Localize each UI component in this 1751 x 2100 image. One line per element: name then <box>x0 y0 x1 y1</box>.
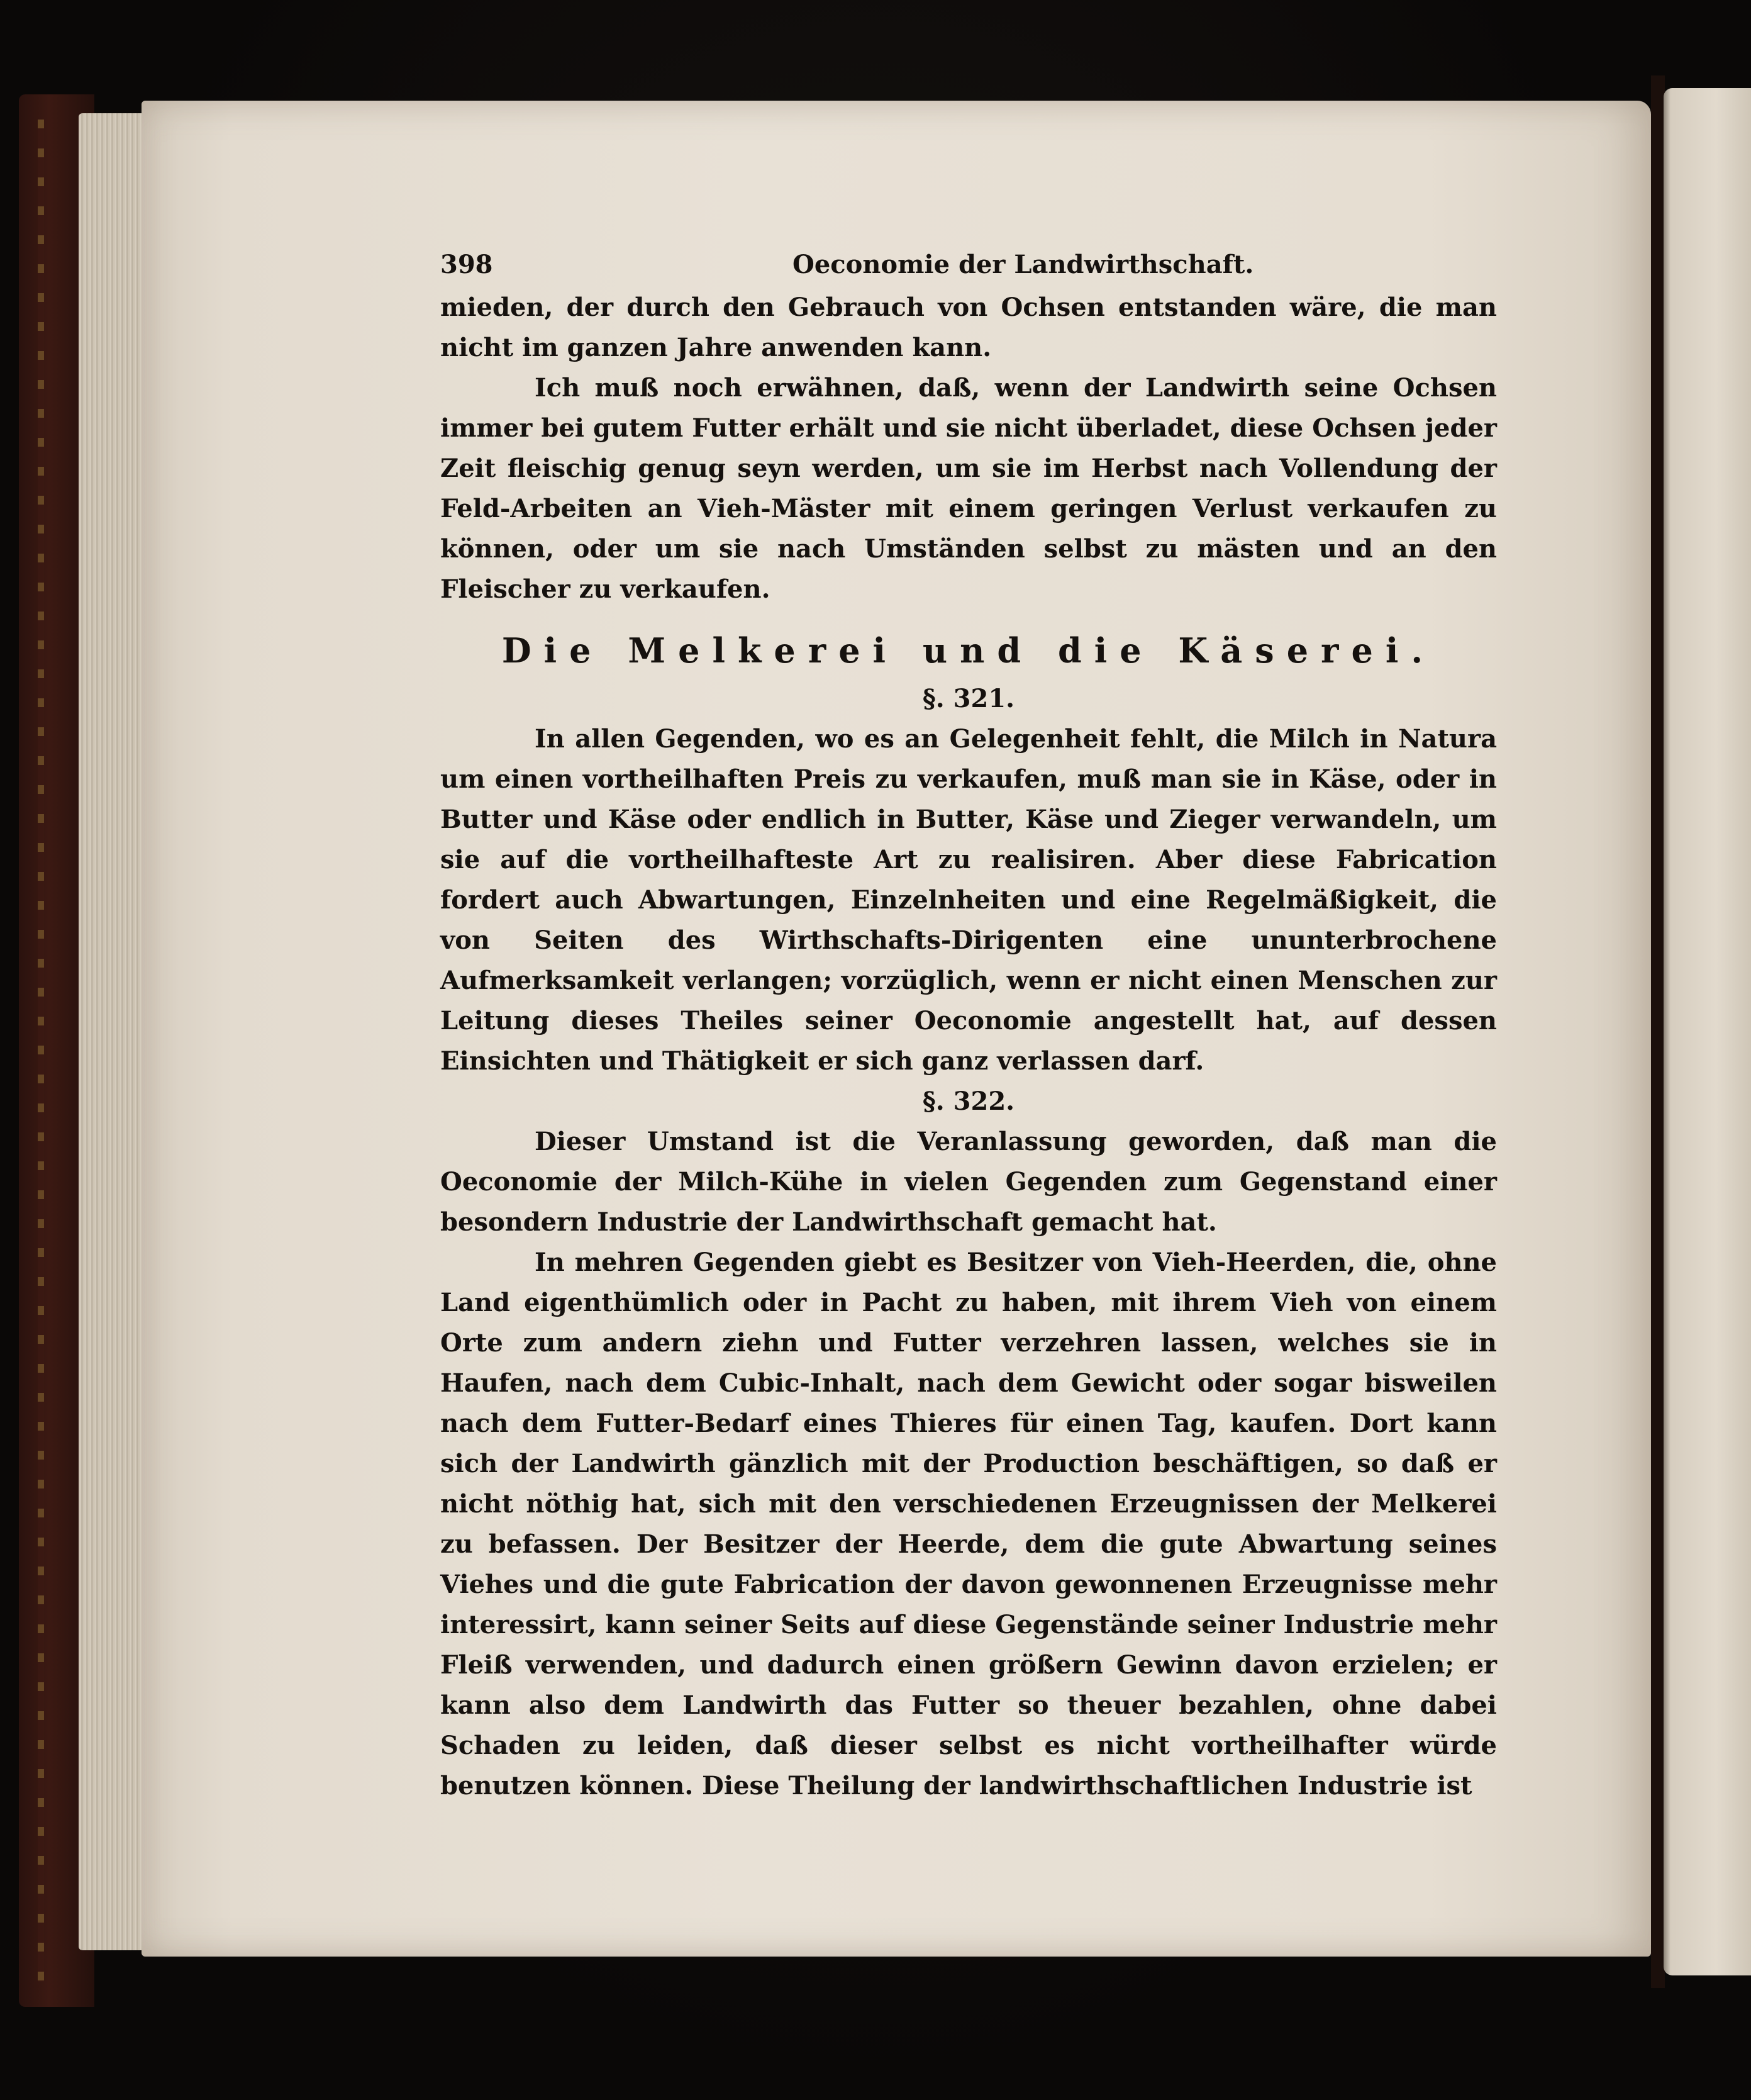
page-number: 398 <box>440 250 493 279</box>
section-number-321: §. 321. <box>922 684 1015 713</box>
facing-page <box>1664 88 1751 1975</box>
book-cover-right <box>1651 75 1665 1988</box>
section-heading: Die Melkerei und die Käserei. <box>501 630 1436 671</box>
page-text <box>440 236 1497 1806</box>
paragraph-continuation: mieden, der durch den Gebrauch von Ochsen entstanden wäre, die man nicht im ganzen Jahre anwenden kann. <box>440 293 1497 362</box>
running-title: Oeconomie der Landwirthschaft. <box>792 250 1254 279</box>
paragraph: Ich muß noch erwähnen, daß, wenn der Landwirth seine Ochsen immer bei gutem Futter erhält und sie nicht überladet, diese Ochsen jeder Zeit fleischig genug seyn werden, um sie im Herbst nach Vollendung der Feld-Arbeiten an Vieh-Mäster mit einem geringen Verlust verkaufen zu können, oder um sie nach Umständen selbst zu mästen und an den Fleischer zu verkaufen. <box>440 373 1497 604</box>
running-head <box>440 236 1497 288</box>
paragraph: In mehren Gegenden giebt es Besitzer von Vieh-Heerden, die, ohne Land eigenthümlich oder in Pacht zu haben, mit ihrem Vieh von einem Orte zum andern ziehn und Futter verzehren lassen, welches sie in Haufen, nach dem Cubic-Inhalt, nach dem Gewicht oder sogar bisweilen nach dem Futter-Bedarf eines Thieres für einen Tag, kaufen. Dort kann sich der Landwirth gänzlich mit der Production beschäftigen, so daß er nicht nöthig hat, sich mit den verschiedenen Erzeugnissen der Melkerei zu befassen. Der Besitzer der Heerde, dem die gute Abwartung seines Viehes und die gute Fabrication der davon gewonnenen Erzeugnisse mehr interessirt, kann seiner Seits auf diese Gegenstände seiner Industrie mehr Fleiß verwenden, und dadurch einen größern Gewinn davon erzielen; er kann also dem Landwirth das Futter so theuer bezahlen, ohne dabei Schaden zu leiden, daß dieser selbst es nicht vortheilhafter würde benutzen können. Diese Theilung der landwirthschaftlichen Industrie ist <box>440 1248 1497 1801</box>
paragraph: In allen Gegenden, wo es an Gelegenheit fehlt, die Milch in Natura um einen vortheilhaften Preis zu verkaufen, muß man sie in Käse, oder in Butter und Käse oder endlich in Butter, Käse und Zieger verwandeln, um sie auf die vortheilhafteste Art zu realisiren. Aber diese Fabrication fordert auch Abwartungen, Einzelnheiten und eine Regelmäßigkeit, die von Seiten des Wirthschafts-Dirigenten eine ununterbrochene Aufmerksamkeit verlangen; vorzüglich, wenn er nicht einen Menschen zur Leitung dieses Theiles seiner Oeconomie angestellt hat, auf dessen Einsichten und Thätigkeit er sich ganz verlassen darf. <box>440 724 1497 1076</box>
cover-gilt-edge <box>38 120 44 1982</box>
section-number-322: §. 322. <box>922 1086 1015 1116</box>
paragraph: Dieser Umstand ist die Veranlassung geworden, daß man die Oeconomie der Milch-Kühe in vielen Gegenden zum Gegenstand einer besondern Industrie der Landwirthschaft gemacht hat. <box>440 1127 1497 1237</box>
